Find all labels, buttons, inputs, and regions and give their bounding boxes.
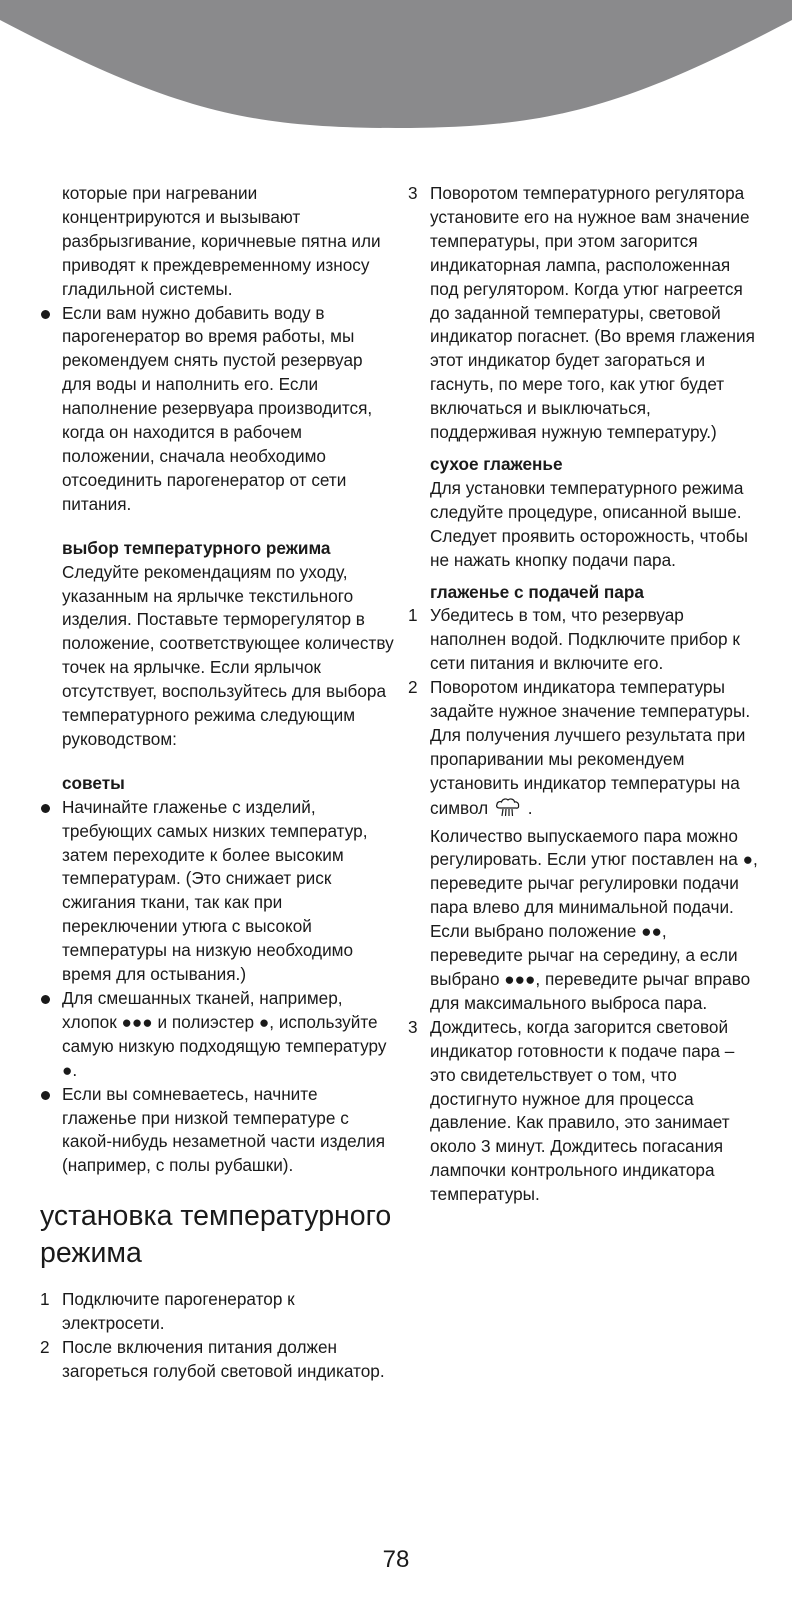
step-text: Подключите парогенератор к электросети. [62,1289,295,1334]
intro-text: которые при нагревании концентрируются и вызывают разбрызгивание, коричневые пятна или приводят к преждевременному износу гладильной системы. [62,183,381,299]
step-item [40,1288,395,1336]
step-text-continued: Количество выпускаемого пара можно регулировать. Если утюг поставлен на ●, переведите рычаг регулировки подачи пара влево для минимальной подачи. Если выбрано положение ●●, переведите рычаг на середину, а если выбрано ●●●, переведите рычаг вправо для максимального выброса пара. [430,825,758,1013]
step-number: 2 [408,677,418,698]
step-text: Поворотом индикатора температуры задайте нужное значение температуры. Для получения лучшего результата при пропаривании мы рекомендуем установить индикатор температуры на символ [430,677,751,818]
step-number: 1 [40,1289,50,1310]
step-item [40,1336,395,1384]
step-text: Дождитесь, когда загорится световой индикатор готовности к подаче пара – это свидетельствует о том, что достигнуто нужное для процесса давление. Как правило, это занимает около 3 минут. Дождитесь погасания лампочки контрольного индикатора температуры. [430,1016,735,1205]
bullet-dot-icon [41,1091,50,1100]
dry-ironing-heading: сухое глаженье [430,453,563,474]
bullet-dot-icon [41,995,50,1004]
dry-ironing-caution: Следует проявить осторожность, чтобы не нажать кнопку подачи пара. [430,525,748,570]
tip-text: Если вы сомневаетесь, начните глаженье при низкой температуре с какой-нибудь незаметной части изделия (например, с полы рубашки). [62,1083,386,1176]
step-item [408,1016,758,1207]
step-text-end: . [527,797,533,818]
temp-mode-heading: выбор температурного режима [62,537,331,558]
left-column [40,182,395,1384]
temp-mode-text: Следуйте рекомендациям по уходу, указанным на ярлычке текстильного изделия. Поставьте терморегулятор в положение, соответствующее количеству точек на ярлычке. Если ярлычок отсутствует, воспользуйтесь для выбора температурного режима следующим руководством: [62,561,394,749]
section-title: установка температурного режима [40,1200,392,1270]
step-item [408,676,758,1016]
tip-item [40,1083,395,1179]
step-item [408,182,758,445]
step-number: 3 [408,183,418,203]
step-number: 2 [40,1337,50,1358]
tips-heading: советы [62,772,125,793]
dry-ironing-text: Для установки температурного режима следуйте процедуре, описанной выше. [430,477,744,522]
header-band [0,0,792,140]
bullet-dot-icon [41,310,50,319]
right-column [408,182,758,1207]
bullet-text: Если вам нужно добавить воду в парогенератор во время работы, мы рекомендуем снять пустой резервуар для воды и наполнить его. Если наполнение резервуара производится, когда он находится в рабочем положении, сначала необходимо отсоединить парогенератор от сети питания. [62,302,373,514]
tip-item [40,987,395,1083]
page-number: 78 [382,1546,410,1573]
step-text: После включения питания должен загореться голубой световой индикатор. [62,1337,385,1381]
steam-ironing-heading: глаженье с подачей пара [430,581,644,602]
tip-text: Для смешанных тканей, например, хлопок ●●● и полиэстер ●, используйте самую низкую подходящую температуру ●. [62,988,387,1080]
step-number: 3 [408,1016,418,1037]
list-item-add-water [40,302,395,517]
step-text: Поворотом температурного регулятора установите его на нужное вам значение температуры, при этом загорится индикаторная лампа, расположенная под регулятором. Когда утюг нагреется до заданной температуры, световой индикатор погаснет. (Во время глажения этот индикатор будет загораться и гаснуть, по мере того, как утюг будет включаться и выключаться, поддерживая нужную температуру.) [430,183,755,443]
step-number: 1 [408,605,418,626]
step-text: Убедитесь в том, что резервуар наполнен водой. Подключите прибор к сети питания и включите его. [430,605,740,674]
tip-item [40,796,395,987]
tip-text: Начинайте глаженье с изделий, требующих самых низких температур, затем переходите к более высоким температурам. (Это снижает риск сжигания ткани, так как при переключении утюга с высокой температуры на низкую необходимо время для остывания.) [62,796,368,985]
bullet-dot-icon [41,804,50,813]
step-item [408,604,758,676]
steam-icon [495,796,521,825]
